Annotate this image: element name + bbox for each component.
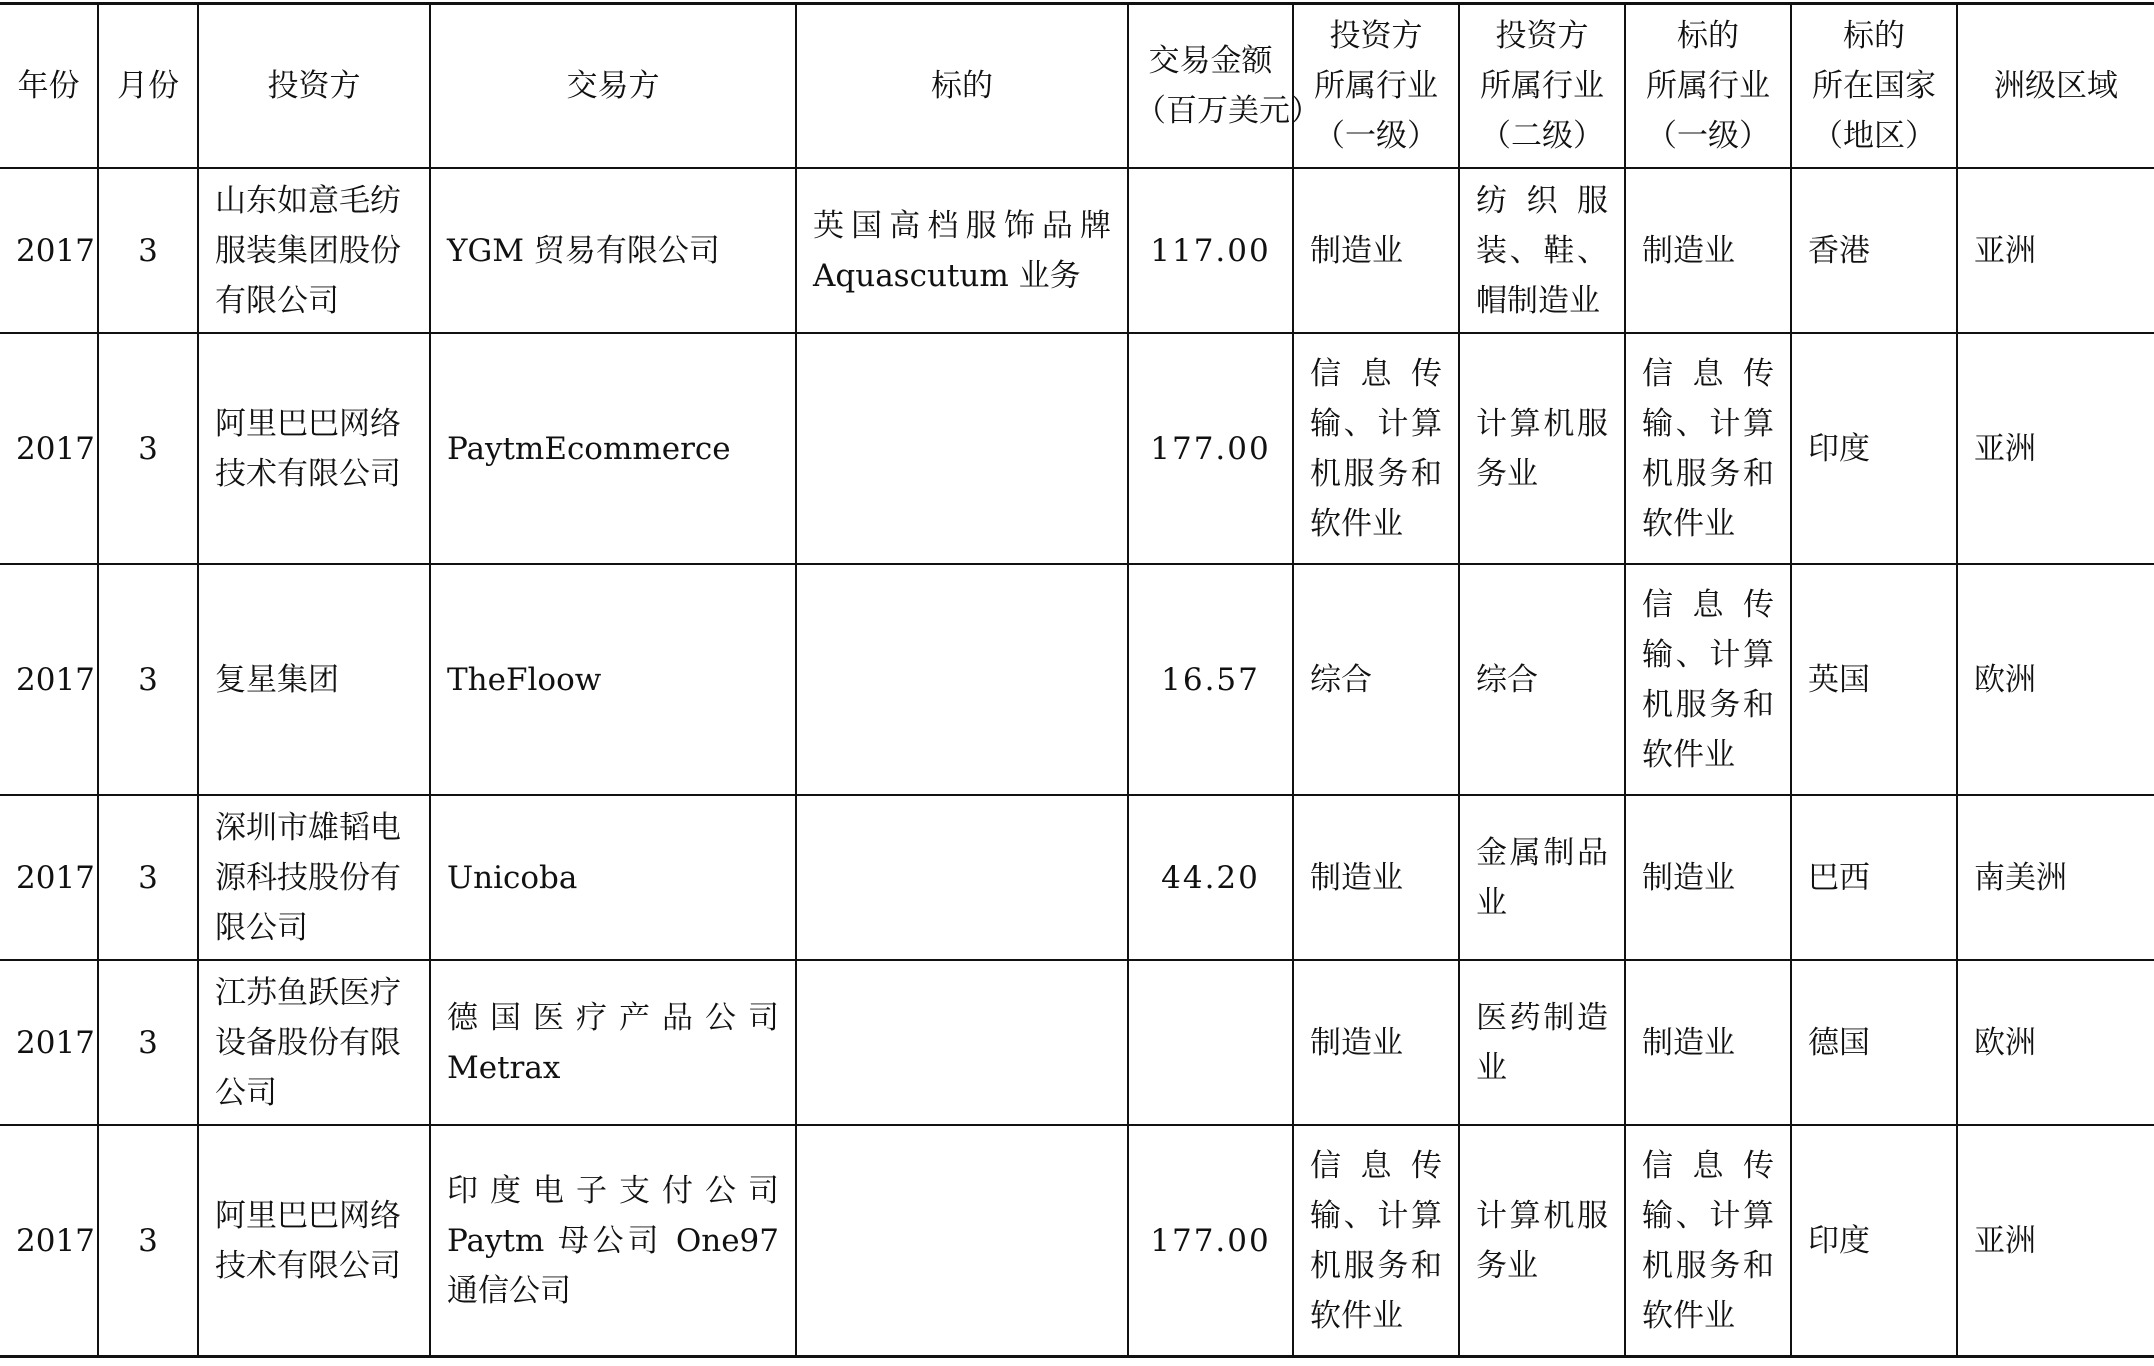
cell-investor: 深圳市雄韬电源科技股份有限公司 — [198, 795, 430, 960]
table-row — [0, 795, 2154, 960]
cell-investor-industry-l2: 计算机服务业 — [1459, 333, 1625, 564]
header-month: 月份 — [98, 4, 198, 169]
cell-region: 欧洲 — [1957, 564, 2154, 795]
cell-target-country: 香港 — [1791, 168, 1957, 333]
investment-deals-table — [0, 2, 2154, 1358]
cell-month: 3 — [98, 333, 198, 564]
cell-target-country: 印度 — [1791, 333, 1957, 564]
cell-year: 2017 — [0, 960, 98, 1125]
header-year: 年份 — [0, 4, 98, 169]
cell-region: 亚洲 — [1957, 333, 2154, 564]
cell-target-country: 巴西 — [1791, 795, 1957, 960]
cell-year: 2017 — [0, 168, 98, 333]
cell-target-country: 印度 — [1791, 1125, 1957, 1357]
cell-month: 3 — [98, 564, 198, 795]
cell-investor: 山东如意毛纺服装集团股份有限公司 — [198, 168, 430, 333]
cell-amount: 177.00 — [1128, 333, 1293, 564]
cell-amount: 16.57 — [1128, 564, 1293, 795]
cell-year: 2017 — [0, 795, 98, 960]
table-row — [0, 333, 2154, 564]
cell-investor-industry-l2: 金属制品业 — [1459, 795, 1625, 960]
cell-investor-industry-l2: 纺织服装、鞋、帽制造业 — [1459, 168, 1625, 333]
cell-investor-industry-l1: 制造业 — [1293, 168, 1459, 333]
cell-target: 英国高档服饰品牌 Aquascutum 业务 — [796, 168, 1128, 333]
cell-target-industry-l1: 制造业 — [1625, 795, 1791, 960]
cell-target — [796, 564, 1128, 795]
header-region: 洲级区域 — [1957, 4, 2154, 169]
cell-target — [796, 795, 1128, 960]
cell-year: 2017 — [0, 1125, 98, 1357]
cell-counterparty: TheFloow — [430, 564, 796, 795]
header-target: 标的 — [796, 4, 1128, 169]
cell-amount — [1128, 960, 1293, 1125]
cell-investor-industry-l2: 计算机服务业 — [1459, 1125, 1625, 1357]
cell-investor-industry-l2: 医药制造业 — [1459, 960, 1625, 1125]
cell-year: 2017 — [0, 333, 98, 564]
cell-target-industry-l1: 信息传输、计算机服务和软件业 — [1625, 333, 1791, 564]
cell-month: 3 — [98, 168, 198, 333]
cell-amount: 117.00 — [1128, 168, 1293, 333]
cell-target-country: 德国 — [1791, 960, 1957, 1125]
cell-investor: 江苏鱼跃医疗设备股份有限公司 — [198, 960, 430, 1125]
cell-investor: 阿里巴巴网络技术有限公司 — [198, 1125, 430, 1357]
cell-counterparty: YGM 贸易有限公司 — [430, 168, 796, 333]
cell-investor-industry-l1: 制造业 — [1293, 795, 1459, 960]
cell-target-industry-l1: 制造业 — [1625, 960, 1791, 1125]
header-amount: 交易金额 （百万美元） — [1128, 4, 1293, 169]
cell-target-country: 英国 — [1791, 564, 1957, 795]
cell-investor: 复星集团 — [198, 564, 430, 795]
cell-amount: 177.00 — [1128, 1125, 1293, 1357]
header-investor: 投资方 — [198, 4, 430, 169]
cell-month: 3 — [98, 1125, 198, 1357]
cell-target-industry-l1: 信息传输、计算机服务和软件业 — [1625, 564, 1791, 795]
cell-counterparty: Unicoba — [430, 795, 796, 960]
cell-target-industry-l1: 制造业 — [1625, 168, 1791, 333]
table-row — [0, 1125, 2154, 1357]
cell-target-industry-l1: 信息传输、计算机服务和软件业 — [1625, 1125, 1791, 1357]
cell-region: 欧洲 — [1957, 960, 2154, 1125]
cell-region: 亚洲 — [1957, 1125, 2154, 1357]
table-row — [0, 564, 2154, 795]
cell-investor-industry-l2: 综合 — [1459, 564, 1625, 795]
table-row — [0, 168, 2154, 333]
header-counterparty: 交易方 — [430, 4, 796, 169]
header-investor-industry-l1: 投资方 所属行业 （一级） — [1293, 4, 1459, 169]
table-row — [0, 960, 2154, 1125]
cell-investor: 阿里巴巴网络技术有限公司 — [198, 333, 430, 564]
cell-counterparty: 印度电子支付公司 Paytm 母公司 One97 通信公司 — [430, 1125, 796, 1357]
header-target-industry-l1: 标的 所属行业 （一级） — [1625, 4, 1791, 169]
cell-month: 3 — [98, 795, 198, 960]
header-investor-industry-l2: 投资方 所属行业 （二级） — [1459, 4, 1625, 169]
cell-year: 2017 — [0, 564, 98, 795]
cell-counterparty: PaytmEcommerce — [430, 333, 796, 564]
cell-target — [796, 333, 1128, 564]
cell-investor-industry-l1: 信息传输、计算机服务和软件业 — [1293, 333, 1459, 564]
cell-target — [796, 1125, 1128, 1357]
cell-investor-industry-l1: 制造业 — [1293, 960, 1459, 1125]
cell-region: 南美洲 — [1957, 795, 2154, 960]
cell-month: 3 — [98, 960, 198, 1125]
cell-amount: 44.20 — [1128, 795, 1293, 960]
cell-region: 亚洲 — [1957, 168, 2154, 333]
header-target-country: 标的 所在国家 （地区） — [1791, 4, 1957, 169]
cell-investor-industry-l1: 综合 — [1293, 564, 1459, 795]
table-header-row — [0, 4, 2154, 169]
cell-investor-industry-l1: 信息传输、计算机服务和软件业 — [1293, 1125, 1459, 1357]
cell-target — [796, 960, 1128, 1125]
cell-counterparty: 德国医疗产品公司 Metrax — [430, 960, 796, 1125]
